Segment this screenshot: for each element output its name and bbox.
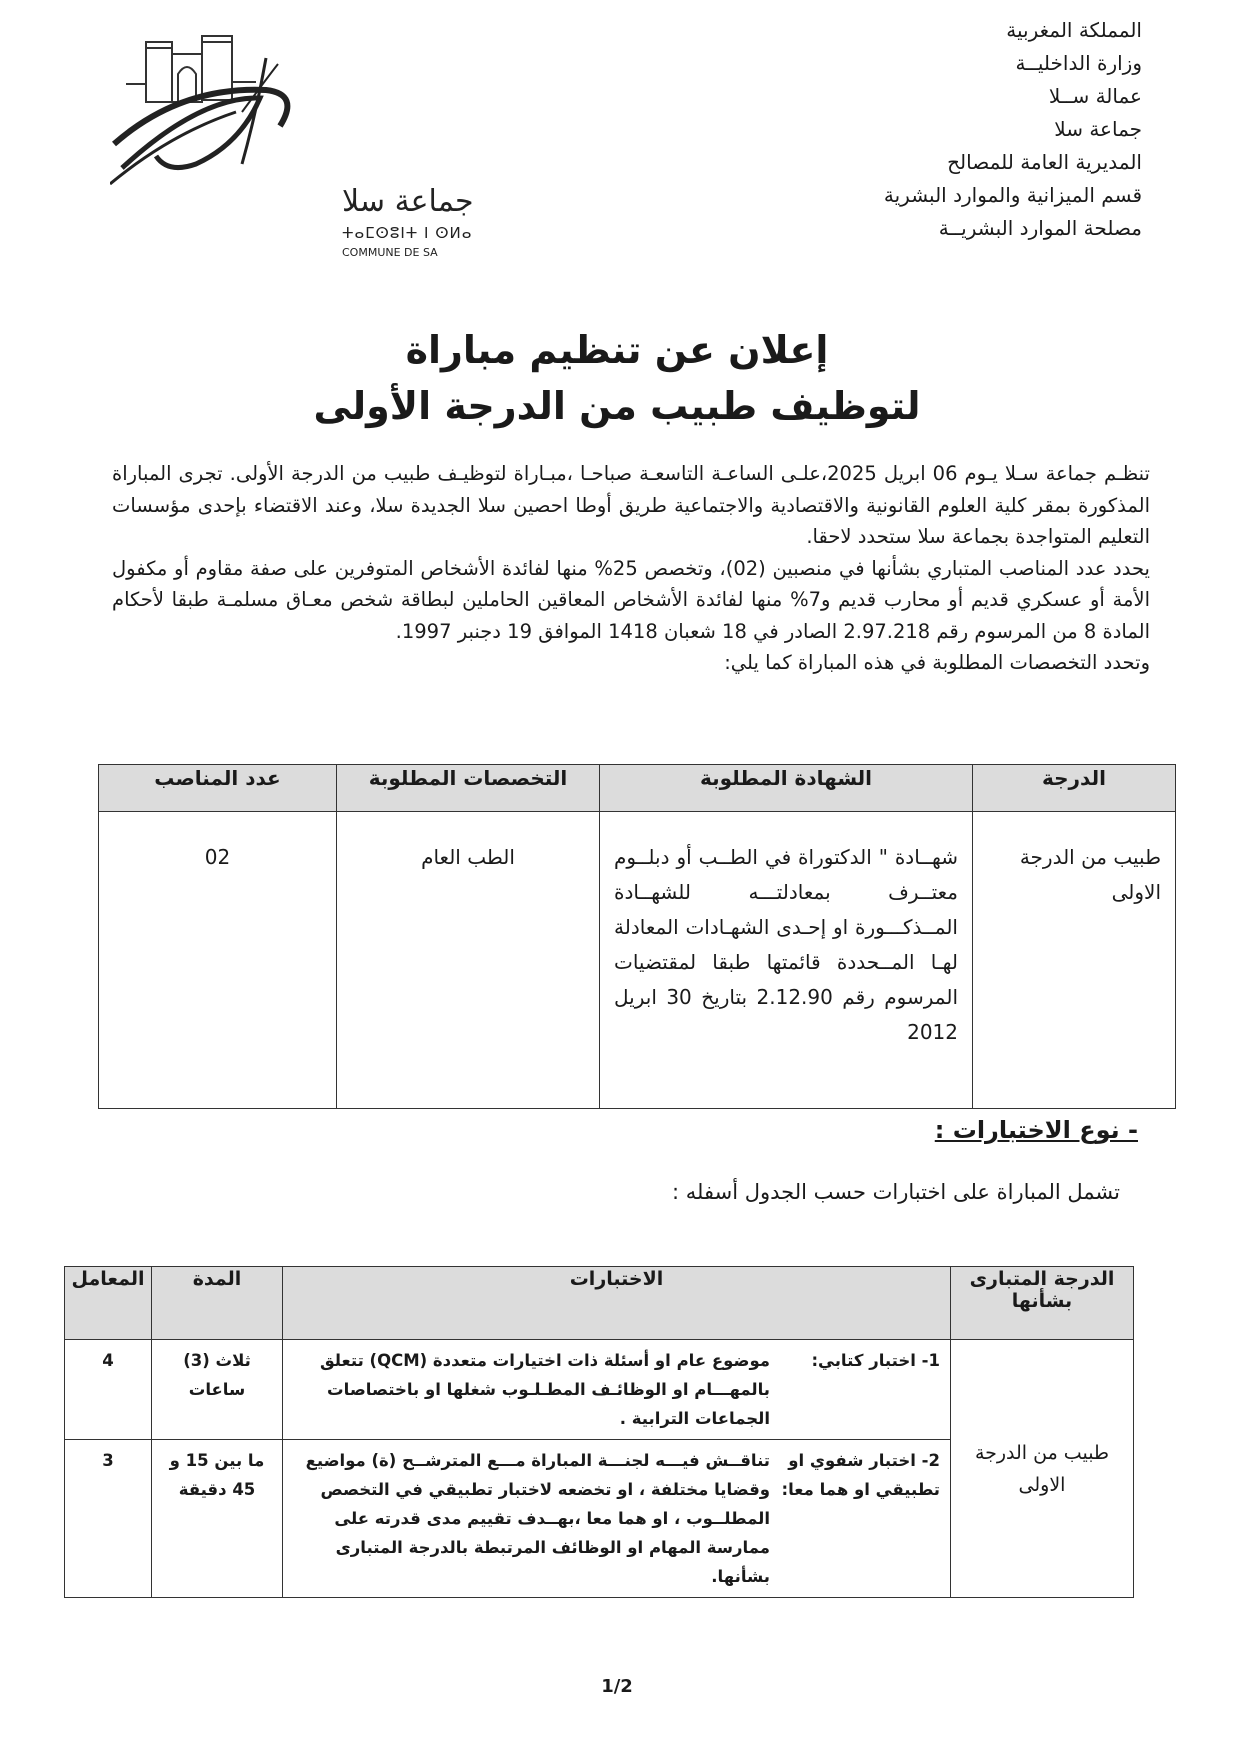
grade-cell: طبيب من الدرجة الاولى: [973, 812, 1176, 1109]
exam-description: تناقــش فيـــه لجنـــة المباراة مـــع المترشــح (ة) مواضيع وقضايا مختلفة ، او تخضعه لاختبار تطبيقي في التخصص المطلــوب ، او هما معا ،بهــدف تقييم مدى قدرته على ممارسة المهام او الوظائف المرتبطة بالدرجة المتبارى بشأنها.: [305, 1451, 770, 1586]
exam-label: 1- اختبار كتابي:: [811, 1351, 940, 1370]
posts-table: [98, 764, 1176, 1109]
duration-cell: ما بين 15 و 45 دقيقة: [152, 1440, 283, 1598]
announcement-subtitle: لتوظيف طبيب من الدرجة الأولى: [313, 384, 921, 428]
posts-count-cell: 02: [99, 812, 337, 1109]
header-line: وزارة الداخليــة: [1015, 51, 1142, 75]
exams-heading: - نوع الاختبارات :: [934, 1116, 1138, 1144]
column-header: الدرجة: [973, 765, 1176, 812]
logo-french-text: COMMUNE DE SA: [342, 246, 438, 259]
commune-logo: [110, 34, 474, 259]
specialty-cell: الطب العام: [337, 812, 600, 1109]
table-row: [99, 812, 1176, 1109]
header-line: المديرية العامة للمصالح: [947, 150, 1142, 174]
duration-cell: ثلاث (3) ساعات: [152, 1340, 283, 1440]
logo-graphic-icon: [110, 34, 340, 204]
coefficient-cell: 4: [65, 1340, 152, 1440]
header-line: مصلحة الموارد البشريــة: [938, 216, 1142, 240]
body-paragraph: يحدد عدد المناصب المتباري بشأنها في منصبين (02)، وتخصص 25% منها لفائدة الأشخاص المتوفرين على صفة مقاوم أو مكفول الأمة أو عسكري قديم أو محارب قديم و7% منها لفائدة الأشخاص المعاقين الحاملين لبطاقة شخص معـاق مسلمـة طبقا لأحكام المادة 8 من المرسوم رقم 2.97.218 الصادر في 18 شعبان 1418 الموافق 19 دجنبر 1997.: [112, 556, 1150, 643]
coefficient-cell: 3: [65, 1440, 152, 1598]
announcement-body: [112, 458, 1150, 679]
table-header-row: [99, 765, 1176, 812]
announcement-title: إعلان عن تنظيم مباراة: [405, 328, 829, 372]
exam-description: موضوع عام او أسئلة ذات اختيارات متعددة (QCM) تتعلق بالمهـــام او الوظائـف المطـلـوب شغلها او باختصاصات الجماعات الترابية .: [319, 1351, 770, 1428]
table-header-row: [65, 1267, 1134, 1340]
body-paragraph: تنظـم جماعة سـلا يـوم 06 ابريل 2025،علـى الساعـة التاسعـة صباحـا ،مبـاراة لتوظيـف طبيب من الدرجة الأولى. تجرى المباراة المذكورة بمقر كلية العلوم القانونية والاقتصادية والاجتماعية طريق أوطا احصين سلا الجديدة سلا، وعند الاقتضاء بإحدى مؤسسات التعليم المتواجدة بجماعة سلا ستحدد لاحقا.: [112, 462, 1150, 548]
column-header: المدة: [152, 1267, 283, 1340]
logo-tifinagh-text: ⵜⴰⵎⵙⵓⵏⵜ ⵏ ⵙⵍⴰ: [342, 224, 473, 242]
exams-intro: تشمل المباراة على اختبارات حسب الجدول أسفله :: [672, 1180, 1120, 1204]
header-line: جماعة سلا: [1054, 117, 1142, 141]
table-row: [65, 1340, 1134, 1440]
header-line: عمالة ســلا: [1048, 84, 1142, 108]
column-header: الشهادة المطلوبة: [600, 765, 973, 812]
body-paragraph: وتحدد التخصصات المطلوبة في هذه المباراة كما يلي:: [724, 651, 1150, 674]
exam-cell: [283, 1440, 951, 1598]
logo-arabic-text: جماعة سلا: [342, 184, 474, 219]
exams-table: [64, 1266, 1134, 1598]
column-header: الاختبارات: [283, 1267, 951, 1340]
column-header: التخصصات المطلوبة: [337, 765, 600, 812]
header-line: قسم الميزانية والموارد البشرية: [883, 183, 1142, 207]
header-line: المملكة المغربية: [1006, 18, 1142, 42]
exam-label: 2- اختبار شفوي او تطبيقي او هما معا:: [781, 1451, 940, 1499]
administrative-header: [722, 14, 1142, 245]
diploma-cell: شهــادة " الدكتوراة في الطــب أو دبلــوم معتــرف بمعادلتـــه للشهــادة المــذكـــورة او إحـدى الشهـادات المعادلة لهـا المــحددة قائمتها طبقا لمقتضيات المرسوم رقم 2.12.90 بتاريخ 30 ابريل 2012: [600, 812, 973, 1109]
page-number: 1/2: [601, 1676, 633, 1697]
column-header: عدد المناصب: [99, 765, 337, 812]
column-header: المعامل: [65, 1267, 152, 1340]
exam-cell: [283, 1340, 951, 1440]
grade-cell: طبيب من الدرجة الاولى: [951, 1340, 1134, 1598]
column-header: الدرجة المتبارى بشأنها: [951, 1267, 1134, 1340]
